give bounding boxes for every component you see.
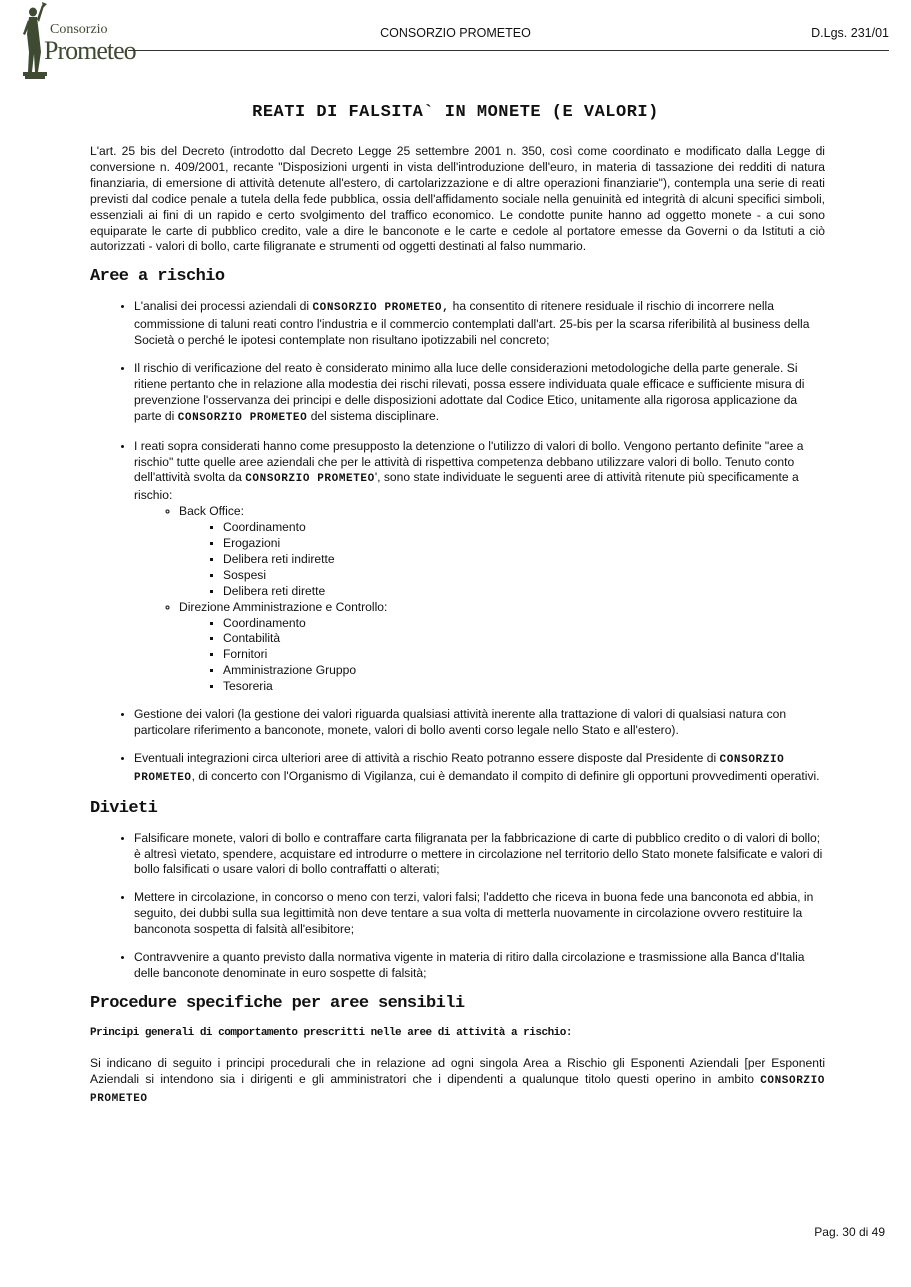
header-title: CONSORZIO PROMETEO: [380, 26, 531, 40]
list-item: [179, 504, 825, 599]
list-item: ▪ Coordinamento: [223, 616, 825, 632]
list-item: ▪ Amministrazione Gruppo: [223, 663, 825, 679]
procedure-paragraph: [90, 1056, 825, 1108]
list-item: ▪ Sospesi: [223, 568, 825, 584]
list-item: ▪ Fornitori: [223, 647, 825, 663]
header-law-ref: D.Lgs. 231/01: [811, 26, 889, 40]
list-item: ▪ Erogazioni: [223, 536, 825, 552]
text: I reati sopra considerati hanno come presupposto la detenzione o l'utilizzo di valori di bollo. Vengono pertanto definite "aree a rischio" tutte quelle aree aziendali che per le attività di rispettiva competenza debbano utilizzare valori di bollo. Tenuto conto dell'attività svolta da: [134, 438, 804, 485]
text: Back Office:: [179, 504, 244, 519]
list-item: • Gestione dei valori (la gestione dei valori riguarda qualsiasi attività inerente alla trattazione di valori di qualsiasi natura con particolare riferimento a banconote, monete, valori di bollo aventi corso legale nello Stato e all'estero).: [134, 707, 825, 739]
list-item: • Contravvenire a quanto previsto dalla normativa vigente in materia di ritiro dalla circolazione e trasmissione alla Banca d'Italia delle banconote denominate in euro sospette di falsità;: [134, 950, 825, 982]
logo-line1: Consorzio: [50, 22, 108, 37]
page-content: [90, 144, 825, 1107]
aree-heading: Aree a rischio: [90, 267, 225, 287]
company-name: CONSORZIO PROMETEO: [245, 473, 375, 486]
aree-list: [90, 299, 825, 786]
logo-line2: Prometeo: [44, 36, 136, 65]
section-title: REATI DI FALSITA` IN MONETE (E VALORI): [252, 103, 659, 122]
text: Si indicano di seguito i principi procedurali che in relazione ad ogni singola Area a Rischio gli Esponenti Aziendali [per Esponenti Aziendali si intendono sia i dirigenti e gli amministratori che i dipendenti a qualunque titolo questi operino in ambito: [90, 1055, 825, 1086]
list-item: ▪ Tesoreria: [223, 679, 825, 695]
company-name: CONSORZIO PROMETEO: [134, 753, 785, 784]
company-name: CONSORZIO PROMETEO: [177, 411, 308, 424]
divieti-heading: Divieti: [90, 798, 158, 818]
page-number: Pag. 30 di 49: [814, 1225, 885, 1239]
text: del sistema disciplinare.: [307, 408, 440, 423]
list-item: [134, 299, 825, 349]
list-item: • Falsificare monete, valori di bollo e contraffare carta filigranata per la fabbricazione di carte di pubblico credito o di valori di bollo; è altresì vietato, spendere, acquistare ed introdurre o mettere in circolazione nel territorio dello Stato monete falsificate e valori di bollo falsificati o usare valori di bollo contraffatti o alterati;: [134, 831, 825, 879]
intro-paragraph: L'art. 25 bis del Decreto (introdotto dal Decreto Legge 25 settembre 2001 n. 350, così come coordinato e modificato dalla Legge di conversione n. 409/2001, recante "Disposizioni urgenti in vista dell'introduzione dell'euro, in materia di tassazione dei redditi di natura finanziaria, di emersione di attività detenute all'estero, di cartolarizzazione e di altre operazioni finanziarie"), contempla una serie di reati previsti dal codice penale a tutela della fede pubblica, ossia dell'affidamento sociale nella genuinità ed integrità di alcuni specifici simboli, essenziali ai fini di un rapido e certo svolgimento del traffico economico. Le condotte punite hanno ad oggetto monete - a cui sono equiparate le carte di pubblico credito, vale a dire le banconote e le carte e cedole al portatore emesse da Governi o da Istituti a ciò autorizzati - valori di bollo, carte filigranate e strumenti od oggetti destinati al falso nummario.: [90, 144, 825, 254]
text: , di concerto con l'Organismo di Vigilanza, cui è demandato il compito di definire gli opportuni provvedimenti operativi.: [191, 768, 820, 783]
text: Il rischio di verificazione del reato è considerato minimo alla luce delle considerazioni metodologiche della parte generale. Si ritiene pertanto che in relazione alla modestia dei rischi rilevati, possa essere individuata quale efficace e sufficiente misura di prevenzione l'osservanza dei principi e delle disposizioni adottate dal Codice Etico, unitamente alla rigorosa applicazione da parte di: [134, 360, 805, 423]
consorzio-prometeo-logo: [20, 0, 136, 82]
list-item: ▪ Delibera reti indirette: [223, 552, 825, 568]
text: Direzione Amministrazione e Controllo:: [179, 599, 388, 614]
list-item: • Mettere in circolazione, in concorso o meno con terzi, valori falsi; l'addetto che riceva in buona fede una banconota ed abbia, in seguito, dei dubbi sulla sua legittimità non deve tentare a sua volta di metterla nuovamente in circolazione ovvero restituire la banconota sospetta di falsità all'esibitore;: [134, 890, 825, 938]
divieti-list: [90, 831, 825, 982]
procedure-heading: Procedure specifiche per aree sensibili: [90, 993, 465, 1013]
list-item: ▪ Contabilità: [223, 631, 825, 647]
sub-sub-list: [179, 520, 825, 600]
company-name: CONSORZIO PROMETEO,: [312, 302, 450, 315]
procedure-subheading: Principi generali di comportamento prescritti nelle aree di attività a rischio:: [90, 1026, 572, 1039]
list-item: [134, 361, 825, 427]
list-item: ▪ Coordinamento: [223, 520, 825, 536]
list-item: [179, 600, 825, 695]
list-item: ▪ Delibera reti dirette: [223, 584, 825, 600]
text: ha consentito di ritenere residuale il rischio di incorrere nella commissione di taluni reati contro l'industria e il commercio contemplati dall'art. 25-bis per la scarsa riferibilità al business della Società o perché le ipotesi contemplate non risultano ipotizzabili nel concreto;: [134, 299, 810, 348]
text: L'analisi dei processi aziendali di: [134, 299, 313, 314]
sub-list: [134, 504, 825, 695]
list-item: [134, 439, 825, 696]
list-item: [134, 751, 825, 787]
sub-sub-list: [179, 616, 825, 696]
text: Eventuali integrazioni circa ulteriori aree di attività a rischio Reato potranno essere disposte dal Presidente di: [134, 750, 720, 765]
text: ', sono state individuate le seguenti aree di attività ritenute più specificamente a rischio:: [134, 470, 799, 503]
company-name: CONSORZIO PROMETEO: [90, 1074, 825, 1105]
header-divider: [128, 50, 889, 51]
